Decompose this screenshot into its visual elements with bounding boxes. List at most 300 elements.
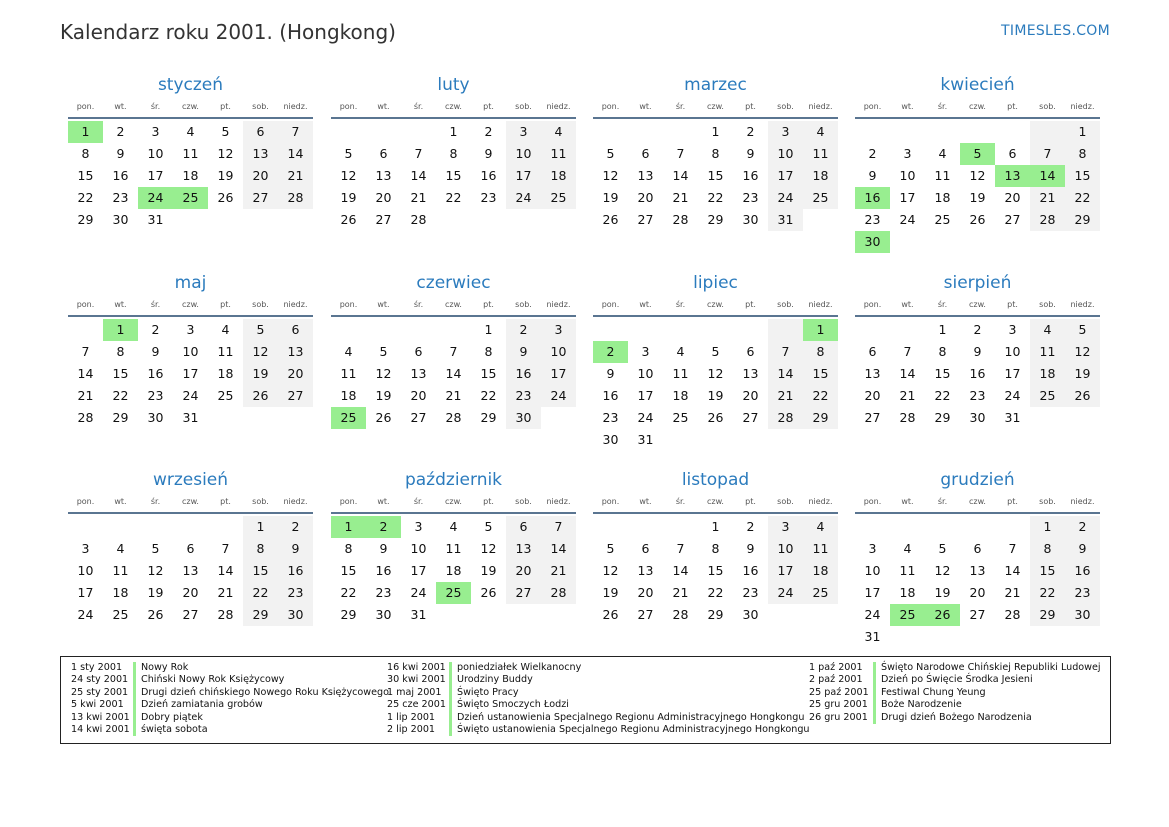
day-cell: 23 bbox=[864, 212, 881, 227]
day-cell: 17 bbox=[899, 190, 916, 205]
day-cell: 9 bbox=[379, 541, 388, 556]
weekday-header bbox=[855, 295, 1100, 317]
day-cell: 28 bbox=[410, 212, 427, 227]
month-block bbox=[68, 271, 313, 429]
day-cell: 13 bbox=[506, 538, 541, 560]
day-cell: 22 bbox=[707, 190, 724, 205]
legend-item bbox=[809, 712, 1101, 724]
day-cell: 15 bbox=[243, 560, 278, 582]
empty-day-cell bbox=[401, 319, 436, 341]
weekday-header bbox=[855, 492, 1100, 514]
weekday-label: sob. bbox=[777, 300, 794, 309]
empty-day-cell bbox=[663, 319, 698, 341]
day-cell: 23 bbox=[742, 190, 759, 205]
legend-item bbox=[387, 674, 810, 686]
day-cell: 29 bbox=[112, 410, 129, 425]
weekday-header bbox=[331, 97, 576, 119]
day-cell: 27 bbox=[182, 607, 199, 622]
holiday-day-cell: 14 bbox=[1030, 165, 1065, 187]
empty-day-cell bbox=[855, 319, 890, 341]
day-cell: 9 bbox=[484, 146, 493, 161]
day-cell: 16 bbox=[969, 366, 986, 381]
day-cell: 10 bbox=[410, 541, 427, 556]
legend-date: 16 kwi 2001 bbox=[387, 662, 446, 673]
day-cell: 1 bbox=[938, 322, 947, 337]
day-cell: 24 bbox=[77, 607, 94, 622]
day-cell: 17 bbox=[768, 165, 803, 187]
month-block bbox=[855, 468, 1100, 648]
day-cell: 20 bbox=[742, 388, 759, 403]
empty-day-cell bbox=[733, 319, 768, 341]
empty-day-cell bbox=[173, 516, 208, 538]
weekday-label: śr. bbox=[675, 102, 686, 111]
day-cell: 31 bbox=[768, 209, 803, 231]
day-cell: 28 bbox=[1004, 607, 1021, 622]
day-cell: 12 bbox=[243, 341, 278, 363]
day-cell: 22 bbox=[243, 582, 278, 604]
month-block bbox=[331, 73, 576, 231]
weekday-label: pon. bbox=[863, 497, 882, 506]
weekday-label: czw. bbox=[182, 497, 199, 506]
weekday-label: śr. bbox=[150, 102, 161, 111]
empty-day-cell bbox=[68, 319, 103, 341]
holiday-day-cell: 1 bbox=[803, 319, 838, 341]
day-cell: 23 bbox=[480, 190, 497, 205]
day-cell: 11 bbox=[340, 366, 357, 381]
weekday-label: śr. bbox=[413, 497, 424, 506]
month-name: grudzień bbox=[940, 470, 1015, 490]
legend-date: 13 kwi 2001 bbox=[71, 711, 130, 723]
day-cell: 24 bbox=[768, 187, 803, 209]
day-cell: 28 bbox=[541, 582, 576, 604]
legend-holiday-name: Święto Pracy bbox=[449, 687, 519, 699]
day-cell: 9 bbox=[506, 341, 541, 363]
legend-item bbox=[387, 699, 810, 711]
day-cell: 10 bbox=[1004, 344, 1021, 359]
legend-column-1 bbox=[71, 662, 389, 736]
day-cell: 10 bbox=[541, 341, 576, 363]
day-cell: 4 bbox=[938, 146, 947, 161]
legend-holiday-name: Boże Narodzenie bbox=[873, 699, 962, 711]
day-cell: 17 bbox=[410, 563, 427, 578]
day-cell: 17 bbox=[637, 388, 654, 403]
day-cell: 29 bbox=[77, 212, 94, 227]
weekday-label: czw. bbox=[969, 300, 986, 309]
day-cell: 4 bbox=[803, 121, 838, 143]
day-cell: 16 bbox=[480, 168, 497, 183]
empty-day-cell bbox=[593, 516, 628, 538]
empty-day-cell bbox=[890, 516, 925, 538]
day-cell: 30 bbox=[112, 212, 129, 227]
day-cell: 21 bbox=[278, 165, 313, 187]
day-cell: 3 bbox=[506, 121, 541, 143]
day-cell: 25 bbox=[803, 582, 838, 604]
day-cell: 19 bbox=[602, 585, 619, 600]
legend-item bbox=[387, 724, 810, 736]
day-cell: 16 bbox=[742, 563, 759, 578]
day-cell: 4 bbox=[449, 519, 458, 534]
day-cell: 21 bbox=[445, 388, 462, 403]
day-cell: 12 bbox=[217, 146, 234, 161]
legend-holiday-name: Święto Smoczych Łodzi bbox=[449, 699, 569, 711]
day-cell: 16 bbox=[112, 168, 129, 183]
weekday-label: czw. bbox=[707, 102, 724, 111]
day-cell: 4 bbox=[221, 322, 230, 337]
day-cell: 25 bbox=[672, 410, 689, 425]
weekday-label: wt. bbox=[114, 300, 127, 309]
holiday-day-cell: 25 bbox=[436, 582, 471, 604]
day-cell: 7 bbox=[221, 541, 230, 556]
day-cell: 29 bbox=[340, 607, 357, 622]
day-cell: 21 bbox=[1030, 187, 1065, 209]
weekday-label: niedz. bbox=[283, 497, 308, 506]
legend-date: 2 paź 2001 bbox=[809, 674, 863, 686]
day-grid bbox=[593, 319, 838, 451]
day-cell: 13 bbox=[864, 366, 881, 381]
day-cell: 9 bbox=[746, 541, 755, 556]
day-cell: 16 bbox=[602, 388, 619, 403]
day-cell: 6 bbox=[746, 344, 755, 359]
holiday-day-cell: 2 bbox=[593, 341, 628, 363]
day-cell: 31 bbox=[637, 432, 654, 447]
day-cell: 5 bbox=[484, 519, 493, 534]
day-grid bbox=[68, 319, 313, 429]
empty-day-cell bbox=[960, 121, 995, 143]
day-cell: 16 bbox=[375, 563, 392, 578]
day-cell: 10 bbox=[77, 563, 94, 578]
day-cell: 12 bbox=[375, 366, 392, 381]
legend-date: 1 paź 2001 bbox=[809, 662, 863, 673]
day-cell: 8 bbox=[711, 541, 720, 556]
day-cell: 10 bbox=[637, 366, 654, 381]
day-cell: 18 bbox=[803, 560, 838, 582]
day-cell: 12 bbox=[934, 563, 951, 578]
day-cell: 16 bbox=[742, 168, 759, 183]
day-cell: 27 bbox=[864, 410, 881, 425]
day-cell: 15 bbox=[445, 168, 462, 183]
day-cell: 4 bbox=[1030, 319, 1065, 341]
day-cell: 16 bbox=[1065, 560, 1100, 582]
legend-column-2 bbox=[387, 662, 810, 736]
day-cell: 23 bbox=[147, 388, 164, 403]
day-cell: 13 bbox=[742, 366, 759, 381]
day-cell: 14 bbox=[217, 563, 234, 578]
weekday-header bbox=[68, 97, 313, 119]
day-cell: 8 bbox=[803, 341, 838, 363]
weekday-label: pt. bbox=[483, 300, 494, 309]
day-cell: 20 bbox=[1004, 190, 1021, 205]
weekday-label: śr. bbox=[675, 497, 686, 506]
weekday-label: niedz. bbox=[283, 102, 308, 111]
day-cell: 20 bbox=[637, 190, 654, 205]
day-cell: 20 bbox=[182, 585, 199, 600]
empty-day-cell bbox=[366, 319, 401, 341]
day-cell: 30 bbox=[742, 212, 759, 227]
day-cell: 23 bbox=[112, 190, 129, 205]
day-cell: 2 bbox=[973, 322, 982, 337]
day-cell: 14 bbox=[445, 366, 462, 381]
month-name: czerwiec bbox=[416, 273, 491, 293]
day-cell: 8 bbox=[1030, 538, 1065, 560]
empty-day-cell bbox=[366, 121, 401, 143]
day-cell: 14 bbox=[77, 366, 94, 381]
day-cell: 6 bbox=[868, 344, 877, 359]
day-cell: 3 bbox=[903, 146, 912, 161]
empty-day-cell bbox=[698, 319, 733, 341]
day-cell: 24 bbox=[637, 410, 654, 425]
empty-day-cell bbox=[890, 319, 925, 341]
month-name: luty bbox=[437, 75, 470, 95]
day-cell: 2 bbox=[506, 319, 541, 341]
legend-holiday-name: Święto Narodowe Chińskiej Republiki Ludowej bbox=[873, 662, 1101, 674]
day-cell: 29 bbox=[934, 410, 951, 425]
day-cell: 6 bbox=[278, 319, 313, 341]
day-cell: 27 bbox=[410, 410, 427, 425]
weekday-label: niedz. bbox=[283, 300, 308, 309]
day-cell: 25 bbox=[803, 187, 838, 209]
day-cell: 12 bbox=[1065, 341, 1100, 363]
day-cell: 2 bbox=[116, 124, 125, 139]
day-cell: 22 bbox=[112, 388, 129, 403]
day-cell: 22 bbox=[803, 385, 838, 407]
legend-holiday-name: Nowy Rok bbox=[133, 662, 188, 674]
weekday-label: pon. bbox=[601, 497, 620, 506]
day-cell: 22 bbox=[1030, 582, 1065, 604]
day-cell: 30 bbox=[969, 410, 986, 425]
day-cell: 22 bbox=[934, 388, 951, 403]
weekday-label: wt. bbox=[901, 300, 914, 309]
day-cell: 17 bbox=[506, 165, 541, 187]
empty-day-cell bbox=[401, 121, 436, 143]
day-cell: 10 bbox=[899, 168, 916, 183]
day-cell: 2 bbox=[278, 516, 313, 538]
day-cell: 30 bbox=[278, 604, 313, 626]
day-cell: 1 bbox=[484, 322, 493, 337]
day-cell: 31 bbox=[864, 629, 881, 644]
day-cell: 9 bbox=[973, 344, 982, 359]
empty-day-cell bbox=[995, 516, 1030, 538]
weekday-label: śr. bbox=[150, 497, 161, 506]
weekday-label: niedz. bbox=[1070, 300, 1095, 309]
weekday-label: czw. bbox=[445, 102, 462, 111]
legend-date: 25 cze 2001 bbox=[387, 699, 446, 711]
legend-date: 14 kwi 2001 bbox=[71, 723, 130, 735]
legend-item bbox=[71, 724, 389, 736]
day-cell: 26 bbox=[969, 212, 986, 227]
month-name: sierpień bbox=[943, 273, 1012, 293]
day-cell: 13 bbox=[637, 168, 654, 183]
weekday-header bbox=[331, 492, 576, 514]
day-cell: 17 bbox=[182, 366, 199, 381]
day-cell: 26 bbox=[1065, 385, 1100, 407]
day-grid bbox=[331, 516, 576, 626]
day-cell: 25 bbox=[934, 212, 951, 227]
brand-logo-text[interactable]: TIMESLES.COM bbox=[1001, 23, 1110, 39]
day-cell: 26 bbox=[707, 410, 724, 425]
day-cell: 26 bbox=[480, 585, 497, 600]
day-cell: 17 bbox=[768, 560, 803, 582]
empty-day-cell bbox=[925, 516, 960, 538]
weekday-label: sob. bbox=[1039, 497, 1056, 506]
empty-day-cell bbox=[208, 516, 243, 538]
day-cell: 7 bbox=[81, 344, 90, 359]
month-block bbox=[593, 73, 838, 231]
day-cell: 18 bbox=[541, 165, 576, 187]
weekday-label: sob. bbox=[1039, 300, 1056, 309]
empty-day-cell bbox=[855, 516, 890, 538]
legend-item bbox=[71, 662, 389, 674]
legend-holiday-name: Drugi dzień Bożego Narodzenia bbox=[873, 712, 1032, 724]
month-name: listopad bbox=[681, 470, 750, 490]
day-cell: 19 bbox=[147, 585, 164, 600]
day-cell: 28 bbox=[217, 607, 234, 622]
legend-item bbox=[71, 699, 389, 711]
weekday-label: pt. bbox=[1007, 300, 1018, 309]
day-cell: 29 bbox=[707, 607, 724, 622]
holiday-day-cell: 25 bbox=[890, 604, 925, 626]
day-cell: 20 bbox=[864, 388, 881, 403]
day-cell: 3 bbox=[81, 541, 90, 556]
weekday-label: pt. bbox=[220, 497, 231, 506]
day-cell: 22 bbox=[1065, 187, 1100, 209]
day-cell: 18 bbox=[1030, 363, 1065, 385]
day-cell: 4 bbox=[903, 541, 912, 556]
day-cell: 11 bbox=[112, 563, 129, 578]
day-cell: 2 bbox=[868, 146, 877, 161]
legend-holiday-name: święta sobota bbox=[133, 724, 208, 736]
empty-day-cell bbox=[593, 121, 628, 143]
day-cell: 27 bbox=[637, 212, 654, 227]
weekday-label: wt. bbox=[901, 497, 914, 506]
day-cell: 15 bbox=[1065, 165, 1100, 187]
empty-day-cell bbox=[768, 319, 803, 341]
day-cell: 6 bbox=[1008, 146, 1017, 161]
day-cell: 28 bbox=[445, 410, 462, 425]
day-cell: 19 bbox=[375, 388, 392, 403]
day-cell: 1 bbox=[243, 516, 278, 538]
day-cell: 8 bbox=[243, 538, 278, 560]
day-cell: 5 bbox=[221, 124, 230, 139]
day-cell: 26 bbox=[217, 190, 234, 205]
holiday-day-cell: 2 bbox=[366, 516, 401, 538]
day-cell: 15 bbox=[934, 366, 951, 381]
weekday-header bbox=[68, 295, 313, 317]
day-cell: 1 bbox=[1065, 121, 1100, 143]
weekday-label: czw. bbox=[445, 497, 462, 506]
weekday-header bbox=[593, 492, 838, 514]
weekday-label: czw. bbox=[969, 497, 986, 506]
weekday-label: sob. bbox=[777, 497, 794, 506]
legend-date: 24 sty 2001 bbox=[71, 674, 129, 686]
day-cell: 7 bbox=[1008, 541, 1017, 556]
day-cell: 4 bbox=[676, 344, 685, 359]
day-cell: 6 bbox=[973, 541, 982, 556]
weekday-label: pon. bbox=[863, 300, 882, 309]
day-cell: 8 bbox=[449, 146, 458, 161]
day-cell: 20 bbox=[969, 585, 986, 600]
day-cell: 10 bbox=[147, 146, 164, 161]
day-cell: 26 bbox=[340, 212, 357, 227]
day-cell: 21 bbox=[768, 385, 803, 407]
legend-date: 30 kwi 2001 bbox=[387, 674, 446, 686]
month-name: lipiec bbox=[693, 273, 738, 293]
month-block bbox=[593, 271, 838, 451]
day-cell: 5 bbox=[938, 541, 947, 556]
weekday-label: sob. bbox=[252, 102, 269, 111]
day-cell: 31 bbox=[182, 410, 199, 425]
day-cell: 21 bbox=[77, 388, 94, 403]
weekday-label: pt. bbox=[745, 102, 756, 111]
legend-date: 26 gru 2001 bbox=[809, 711, 868, 723]
day-cell: 20 bbox=[637, 585, 654, 600]
holiday-day-cell: 16 bbox=[855, 187, 890, 209]
day-cell: 5 bbox=[243, 319, 278, 341]
day-cell: 24 bbox=[410, 585, 427, 600]
day-cell: 27 bbox=[637, 607, 654, 622]
weekday-label: czw. bbox=[969, 102, 986, 111]
weekday-label: sob. bbox=[515, 102, 532, 111]
weekday-label: wt. bbox=[639, 102, 652, 111]
day-cell: 30 bbox=[602, 432, 619, 447]
day-cell: 4 bbox=[186, 124, 195, 139]
day-cell: 22 bbox=[340, 585, 357, 600]
day-cell: 23 bbox=[602, 410, 619, 425]
day-cell: 12 bbox=[969, 168, 986, 183]
day-cell: 5 bbox=[606, 541, 615, 556]
day-cell: 27 bbox=[969, 607, 986, 622]
month-name: październik bbox=[404, 470, 503, 490]
month-block bbox=[593, 468, 838, 626]
day-cell: 20 bbox=[506, 560, 541, 582]
day-cell: 3 bbox=[768, 516, 803, 538]
legend-item bbox=[387, 687, 810, 699]
day-cell: 7 bbox=[903, 344, 912, 359]
day-cell: 13 bbox=[243, 143, 278, 165]
day-cell: 31 bbox=[147, 212, 164, 227]
page-title: Kalendarz roku 2001. (Hongkong) bbox=[60, 20, 396, 44]
holiday-day-cell: 5 bbox=[960, 143, 995, 165]
day-cell: 9 bbox=[278, 538, 313, 560]
weekday-header bbox=[593, 97, 838, 119]
day-cell: 28 bbox=[278, 187, 313, 209]
holiday-day-cell: 1 bbox=[103, 319, 138, 341]
legend-date: 25 gru 2001 bbox=[809, 699, 868, 711]
weekday-label: niedz. bbox=[546, 102, 571, 111]
day-cell: 6 bbox=[243, 121, 278, 143]
day-cell: 10 bbox=[768, 538, 803, 560]
empty-day-cell bbox=[628, 319, 663, 341]
day-grid bbox=[855, 121, 1100, 253]
weekday-label: czw. bbox=[707, 300, 724, 309]
day-cell: 31 bbox=[1004, 410, 1021, 425]
day-cell: 7 bbox=[414, 146, 423, 161]
day-cell: 11 bbox=[445, 541, 462, 556]
legend-item bbox=[809, 699, 1101, 711]
weekday-label: czw. bbox=[707, 497, 724, 506]
weekday-header bbox=[68, 492, 313, 514]
day-cell: 14 bbox=[672, 563, 689, 578]
day-cell: 12 bbox=[480, 541, 497, 556]
legend-holiday-name: Dzień po Święcie Środka Jesieni bbox=[873, 674, 1033, 686]
day-cell: 10 bbox=[182, 344, 199, 359]
day-cell: 17 bbox=[541, 363, 576, 385]
day-cell: 11 bbox=[803, 143, 838, 165]
holiday-day-cell: 25 bbox=[331, 407, 366, 429]
day-cell: 18 bbox=[217, 366, 234, 381]
day-grid bbox=[68, 121, 313, 231]
day-cell: 7 bbox=[768, 341, 803, 363]
day-cell: 23 bbox=[375, 585, 392, 600]
